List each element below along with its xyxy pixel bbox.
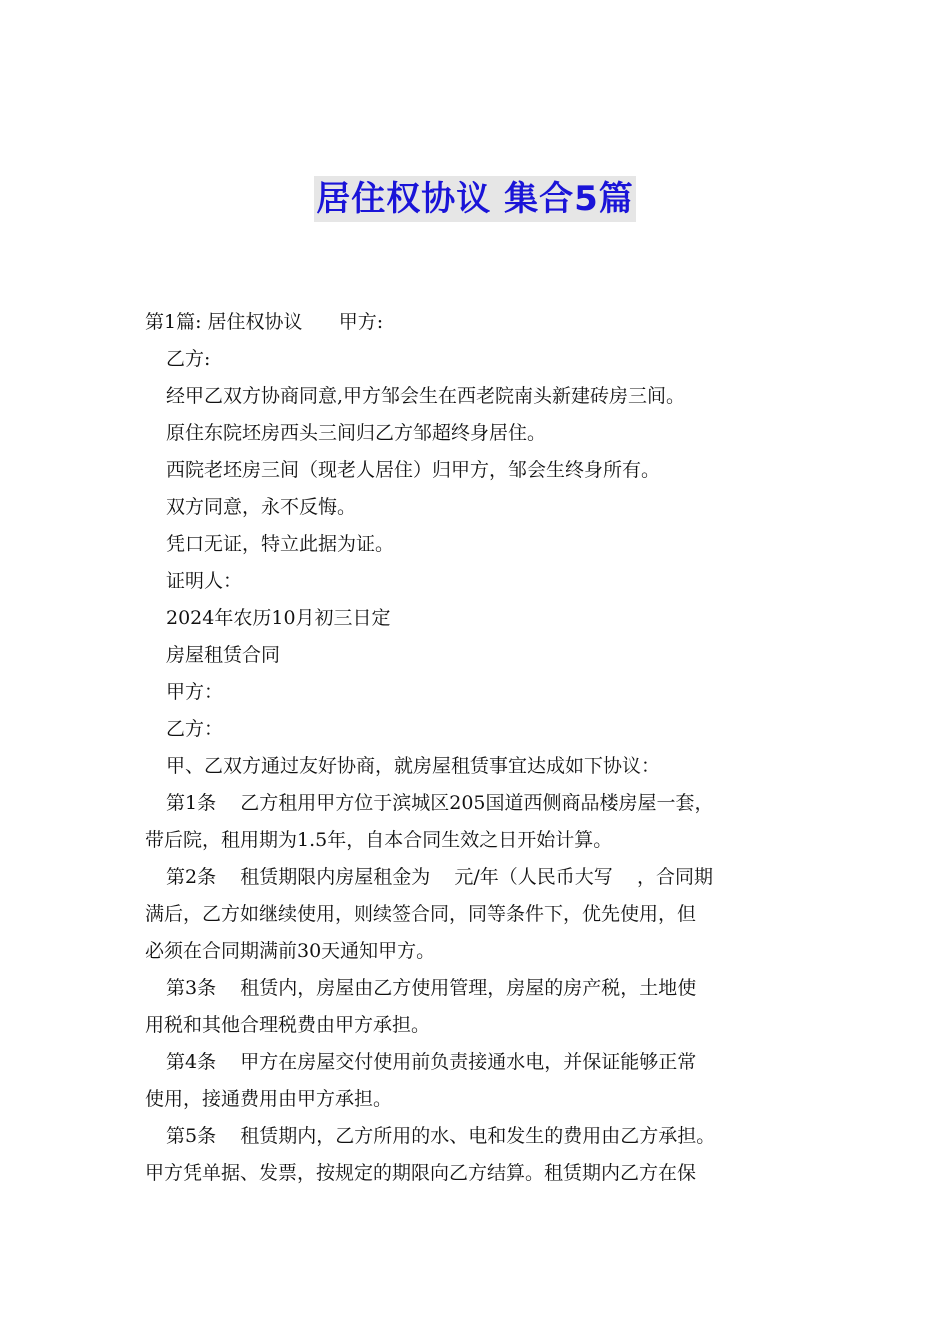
body-line: 证明人：: [166, 570, 243, 592]
body-line: 第1条 乙方租用甲方位于滨城区205国道西侧商品楼房屋一套，: [166, 792, 714, 814]
title-container: [0, 176, 950, 222]
body-line: 带后院，租用期为1.5年，自本合同生效之日开始计算。: [145, 829, 613, 851]
body-line: 乙方：: [166, 718, 224, 740]
document-body: [145, 304, 835, 1192]
body-line: 房屋租赁合同: [166, 644, 281, 666]
body-line: 第2条 租赁期限内房屋租金为 元/年（人民币大写 ，合同期: [166, 866, 713, 888]
body-line: 2024年农历10月初三日定: [166, 607, 391, 629]
body-line: 第1篇: 居住权协议 甲方:: [145, 311, 384, 333]
body-line: 使用，接通费用由甲方承担。: [145, 1088, 393, 1110]
body-line: 凭口无证，特立此据为证。: [166, 533, 395, 555]
body-line: 甲方：: [166, 681, 224, 703]
body-line: 第3条 租赁内，房屋由乙方使用管理，房屋的房产税，土地使: [166, 977, 697, 999]
body-line: 甲方凭单据、发票，按规定的期限向乙方结算。租赁期内乙方在保: [145, 1162, 697, 1184]
document-title: 居住权协议 集合5篇: [314, 176, 636, 222]
body-line: 西院老坯房三间（现老人居住）归甲方，邹会生终身所有。: [166, 459, 661, 481]
body-line: 必须在合同期满前30天通知甲方。: [145, 940, 436, 962]
body-line: 原住东院坯房西头三间归乙方邹超终身居住。: [166, 422, 547, 444]
body-line: 乙方:: [166, 348, 211, 370]
body-line: 第5条 租赁期内，乙方所用的水、电和发生的费用由乙方承担。: [166, 1125, 716, 1147]
body-line: 第4条 甲方在房屋交付使用前负责接通水电，并保证能够正常: [166, 1051, 697, 1073]
body-line: 用税和其他合理税费由甲方承担。: [145, 1014, 431, 1036]
body-line: 甲、乙双方通过友好协商，就房屋租赁事宜达成如下协议：: [166, 755, 661, 777]
body-line: 双方同意，永不反悔。: [166, 496, 357, 518]
body-line: 满后，乙方如继续使用，则续签合同，同等条件下，优先使用，但: [145, 903, 697, 925]
body-line: 经甲乙双方协商同意,甲方邹会生在西老院南头新建砖房三间。: [166, 385, 686, 407]
